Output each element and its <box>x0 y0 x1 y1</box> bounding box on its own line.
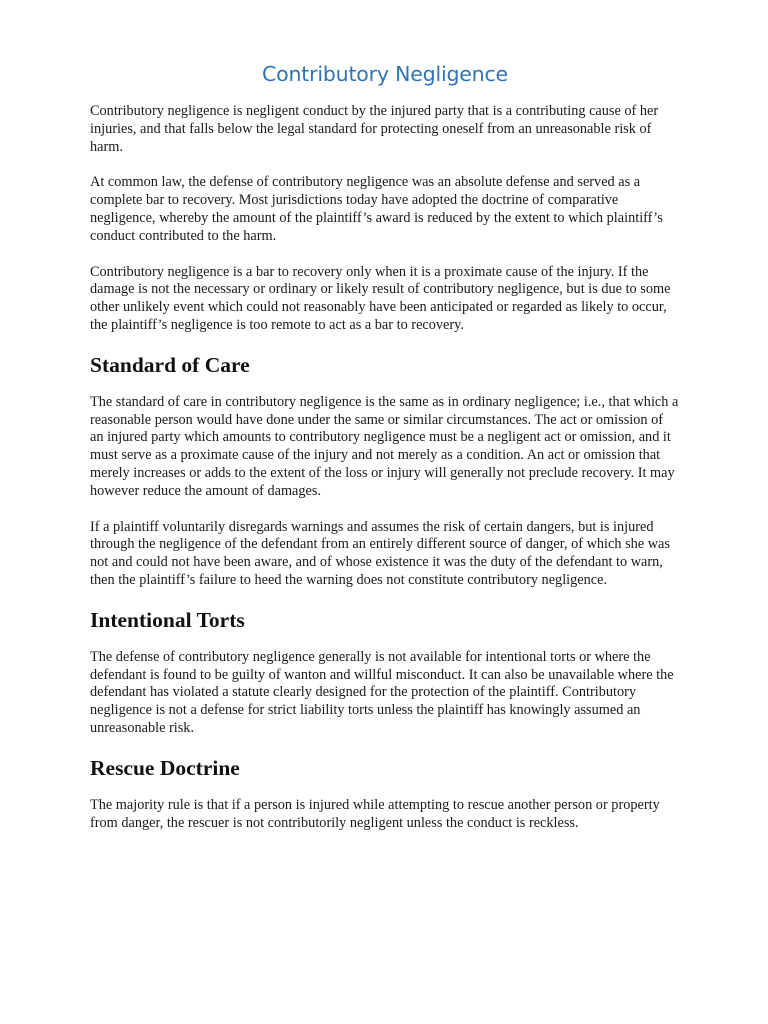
section-heading-rescue-doctrine: Rescue Doctrine <box>90 755 240 780</box>
rescue-doctrine-paragraph-1: The majority rule is that if a person is injured while attempting to rescue another person or property from danger, the rescuer is not contributorily negligent unless the conduct is reckless. <box>90 796 660 831</box>
section-heading-standard-of-care: Standard of Care <box>90 352 250 377</box>
standard-of-care-paragraph-1: The standard of care in contributory negligence is the same as in ordinary negligence; i.e., that which a reasonable person would have done under the same or similar circumstances. The act or omission of an injured party which amounts to contributory negligence must be a negligent act or omission, and it must serve as a proximate cause of the injury and not merely as a condition. An act or omission that merely increases or adds to the extent of the loss or injury will generally not preclude recovery. It may however reduce the amount of damages. <box>90 393 679 499</box>
document-title: Contributory Negligence <box>262 62 508 86</box>
document-page <box>90 62 680 850</box>
intentional-torts-paragraph-1: The defense of contributory negligence generally is not available for intentional torts or where the defendant is found to be guilty of wanton and willful misconduct. It can also be unavailable where the defendant has violated a statute clearly designed for the protection of the plaintiff. Contributory negligence is not a defense for strict liability torts unless the plaintiff has knowingly assumed an unreasonable risk. <box>90 648 674 736</box>
intro-paragraph-1: Contributory negligence is negligent conduct by the injured party that is a contributing cause of her injuries, and that falls below the legal standard for protecting oneself from an unreasonable risk of harm. <box>90 103 659 155</box>
intro-paragraph-3: Contributory negligence is a bar to recovery only when it is a proximate cause of the injury. If the damage is not the necessary or ordinary or likely result of contributory negligence, but is due to some other unlikely event which could not reasonably have been anticipated or regarded as likely to occur, the plaintiff’s negligence is too remote to act as a bar to recovery. <box>90 263 671 333</box>
standard-of-care-paragraph-2: If a plaintiff voluntarily disregards warnings and assumes the risk of certain dangers, but is injured through the negligence of the defendant from an entirely different source of danger, of which she was not and could not have been aware, and of whose existence it was the duty of the defendant to warn, then the plaintiff’s failure to heed the warning does not constitute contributory negligence. <box>90 518 670 588</box>
intro-paragraph-2: At common law, the defense of contributory negligence was an absolute defense and served as a complete bar to recovery. Most jurisdictions today have adopted the doctrine of comparative negligence, whereby the amount of the plaintiff’s award is reduced by the extent to which plaintiff’s conduct contributed to the harm. <box>90 174 663 244</box>
section-heading-intentional-torts: Intentional Torts <box>90 607 245 632</box>
